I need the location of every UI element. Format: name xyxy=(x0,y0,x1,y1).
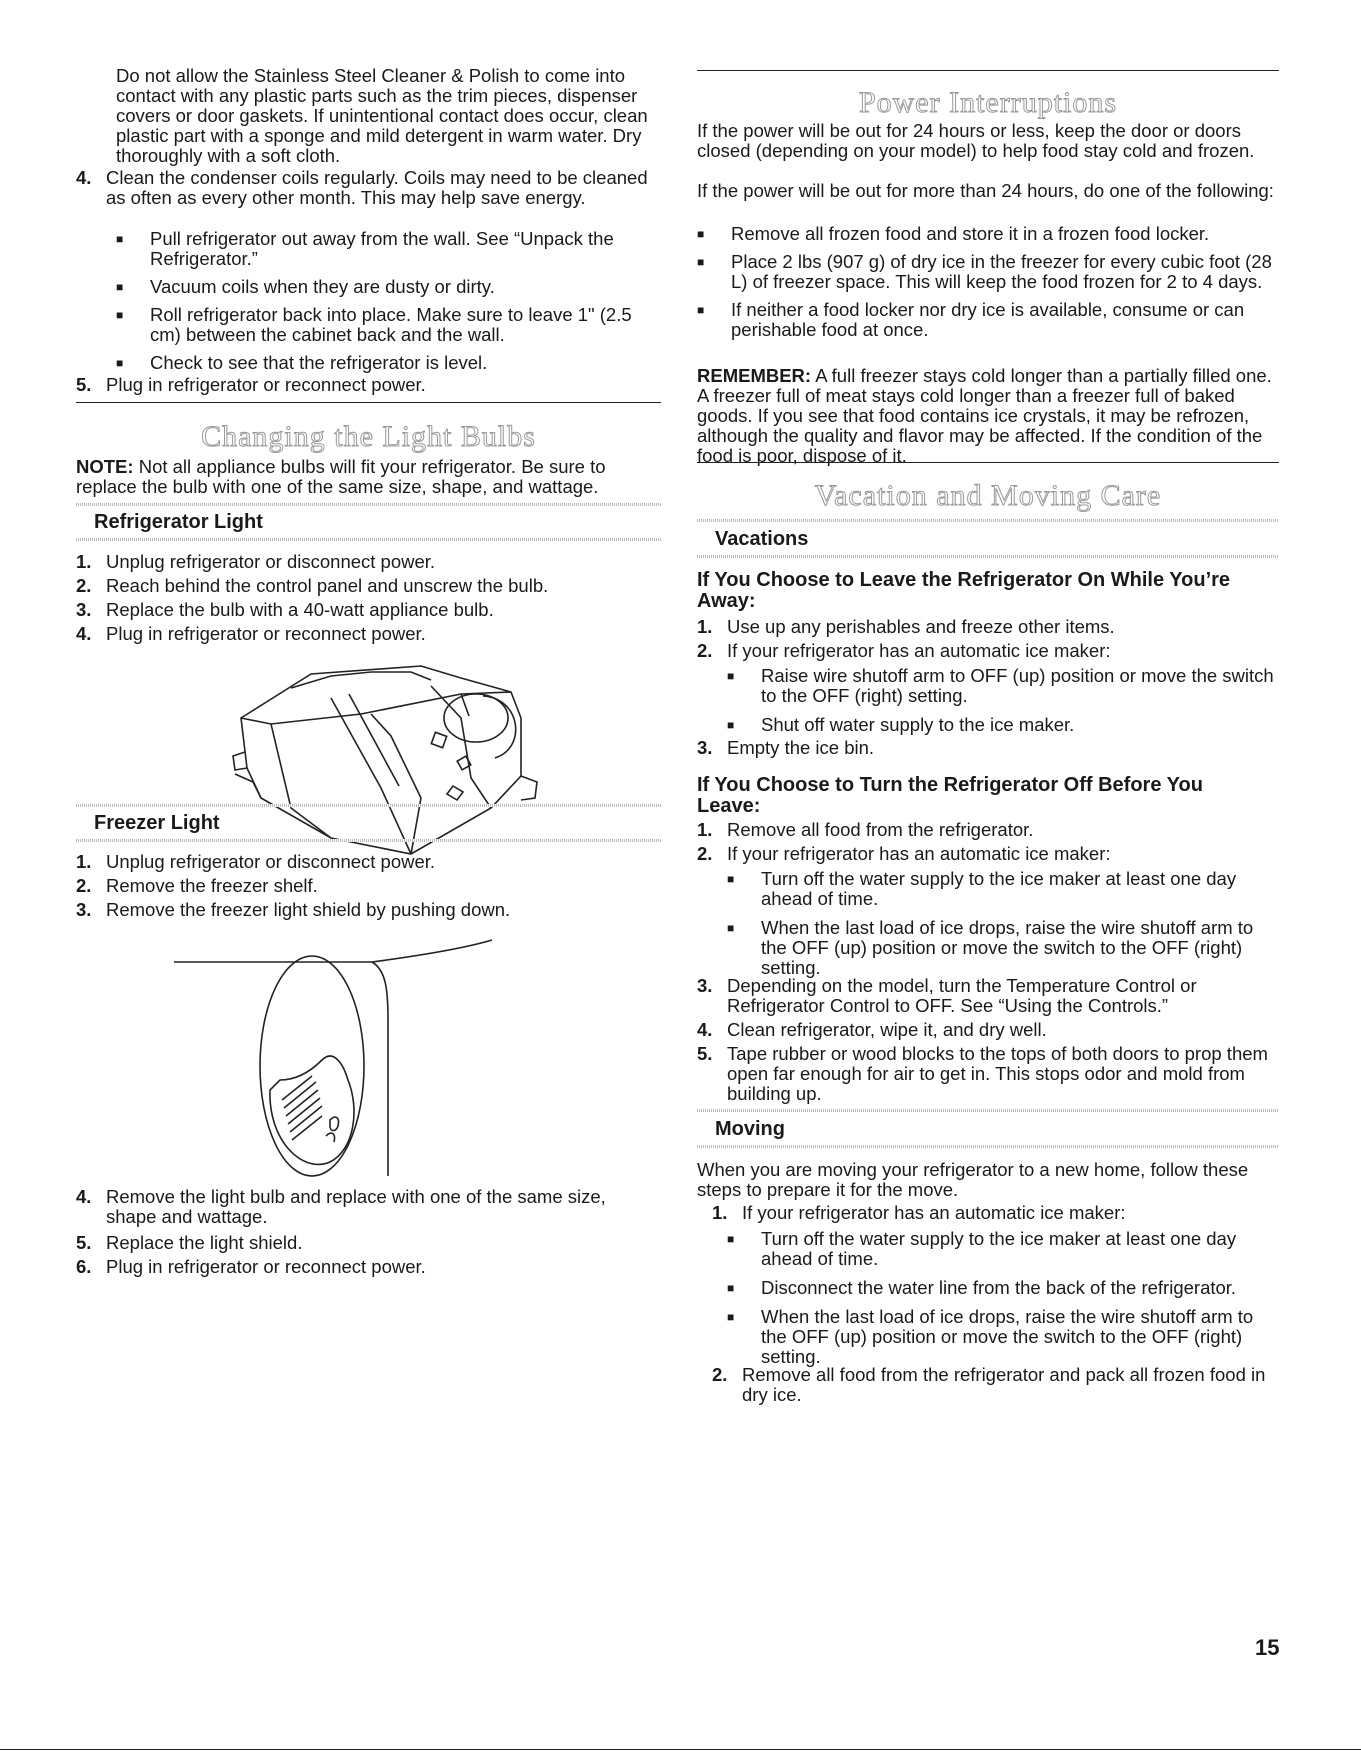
step-5: 5. Plug in refrigerator or reconnect power. xyxy=(76,374,426,395)
page-number: 15 xyxy=(1255,1635,1280,1660)
dotted-rule xyxy=(76,503,661,506)
list-item: ■ If neither a food locker nor dry ice is available, consume or can perishable food at once. xyxy=(697,299,1245,340)
list-item: ■ Vacuum coils when they are dusty or dirty. xyxy=(116,276,495,297)
moving-bullets xyxy=(727,1229,1279,1367)
list-item: 4. Plug in refrigerator or reconnect power. xyxy=(76,623,426,644)
section-title-power-interruptions: Power Interruptions xyxy=(858,86,1118,119)
list-item: 5. Replace the light shield. xyxy=(76,1232,303,1253)
list-item: 1. Unplug refrigerator or disconnect power. xyxy=(76,551,436,572)
list-item: ■ Pull refrigerator out away from the wall. See “Unpack the Refrigerator.” xyxy=(116,228,614,269)
list-item: 6. Plug in refrigerator or reconnect power. xyxy=(76,1256,426,1277)
heading-leave-on: If You Choose to Leave the Refrigerator On While You’re Away: xyxy=(697,569,1231,612)
dotted-rule xyxy=(76,804,661,807)
power-paragraph-2: If the power will be out for more than 24 hours, do one of the following: xyxy=(697,180,1274,201)
power-paragraph-1: If the power will be out for 24 hours or less, keep the door or doors closed (depending on your model) to help food stay cold and frozen. xyxy=(697,120,1255,161)
freezer-light-steps-a xyxy=(76,852,661,920)
turn-off-steps-rest xyxy=(697,976,1279,1104)
dotted-rule xyxy=(697,1109,1279,1112)
list-item: ■ Shut off water supply to the ice maker. xyxy=(727,714,1075,735)
dotted-rule xyxy=(76,538,661,541)
list-item: 4. Clean refrigerator, wipe it, and dry well. xyxy=(697,1019,1047,1040)
list-item: ■ Check to see that the refrigerator is level. xyxy=(116,352,488,373)
list-item: ■ Raise wire shutoff arm to OFF (up) position or move the switch to the OFF (right) setting. xyxy=(727,665,1274,706)
power-bullets xyxy=(697,224,1279,340)
moving-step-2: 2. Remove all food from the refrigerator and pack all frozen food in dry ice. xyxy=(712,1364,1266,1405)
leave-on-step-2: 2. If your refrigerator has an automatic ice maker: xyxy=(697,640,1111,661)
remember-paragraph: REMEMBER: A full freezer stays cold longer than a partially filled one. A freezer full of meat stays cold longer than a freezer full of baked goods. If you see that food contains ice crystals, it may be refrozen, although the quality and flavor may be affected. If the condition of the food is poor, dispose of it. xyxy=(697,365,1272,466)
refrigerator-light-steps xyxy=(76,552,661,644)
list-item: ■ Disconnect the water line from the back of the refrigerator. xyxy=(727,1277,1237,1298)
turn-off-step-1: 1. Remove all food from the refrigerator. xyxy=(697,819,1034,840)
leave-on-bullets xyxy=(727,666,1279,735)
dotted-rule xyxy=(697,1145,1279,1148)
section-title-vacation-moving: Vacation and Moving Care xyxy=(814,479,1162,512)
note-paragraph: NOTE: Not all appliance bulbs will fit your refrigerator. Be sure to replace the bulb with one of the same size, shape, and wattage. xyxy=(76,456,606,497)
list-item: ■ Turn off the water supply to the ice maker at least one day ahead of time. xyxy=(727,1228,1237,1269)
step4-bullets xyxy=(116,229,661,373)
subheading-moving: Moving xyxy=(715,1118,785,1140)
heading-turn-off: If You Choose to Turn the Refrigerator Off Before You Leave: xyxy=(697,774,1203,817)
list-item: 4. Remove the light bulb and replace with one of the same size, shape and wattage. xyxy=(76,1186,606,1227)
moving-intro: When you are moving your refrigerator to a new home, follow these steps to prepare it for the move. xyxy=(697,1159,1249,1200)
freezer-light-steps-b xyxy=(76,1187,661,1277)
list-item: ■ Remove all frozen food and store it in a frozen food locker. xyxy=(697,223,1210,244)
list-item: 3. Remove the freezer light shield by pushing down. xyxy=(76,899,511,920)
list-item: 1. Unplug refrigerator or disconnect power. xyxy=(76,851,436,872)
dotted-rule xyxy=(76,839,661,842)
subheading-refrigerator-light: Refrigerator Light xyxy=(94,511,263,533)
leave-on-step-3: 3. Empty the ice bin. xyxy=(697,737,875,758)
list-item: 3. Depending on the model, turn the Temperature Control or Refrigerator Control to OFF. See “Using the Controls.” xyxy=(697,975,1197,1016)
list-item: ■ Roll refrigerator back into place. Make sure to leave 1" (2.5 cm) between the cabinet back and the wall. xyxy=(116,304,632,345)
step-4: 4. Clean the condenser coils regularly. Coils may need to be cleaned as often as every other month. This may help save energy. xyxy=(76,167,648,208)
turn-off-bullets xyxy=(727,869,1279,978)
list-item: ■ Turn off the water supply to the ice maker at least one day ahead of time. xyxy=(727,868,1237,909)
dotted-rule xyxy=(697,519,1279,522)
list-item: 2. Reach behind the control panel and unscrew the bulb. xyxy=(76,575,549,596)
divider xyxy=(76,402,661,403)
page-bottom-rule xyxy=(0,1749,1361,1750)
divider xyxy=(697,462,1279,463)
leave-on-step-1: 1. Use up any perishables and freeze other items. xyxy=(697,616,1115,637)
moving-step-1: 1. If your refrigerator has an automatic ice maker: xyxy=(712,1202,1126,1223)
list-item: 3. Replace the bulb with a 40-watt appliance bulb. xyxy=(76,599,494,620)
list-item: ■ Place 2 lbs (907 g) of dry ice in the freezer for every cubic foot (28 L) of freezer space. This will keep the food frozen for 2 to 4 days. xyxy=(697,251,1272,292)
intro-paragraph: Do not allow the Stainless Steel Cleaner & Polish to come into contact with any plastic parts such as the trim pieces, dispenser covers or door gaskets. If unintentional contact does occur, clean plastic part with a sponge and mild detergent in warm water. Dry thoroughly with a soft cloth. xyxy=(116,65,648,166)
freezer-light-shield-illustration xyxy=(172,930,532,1180)
list-item: 5. Tape rubber or wood blocks to the tops of both doors to prop them open far enough for air to get in. This stops odor and mold from building up. xyxy=(697,1043,1268,1104)
divider xyxy=(697,70,1279,71)
subheading-freezer-light: Freezer Light xyxy=(94,812,220,834)
section-title-light-bulbs: Changing the Light Bulbs xyxy=(201,420,536,453)
list-item: 2. Remove the freezer shelf. xyxy=(76,875,318,896)
subheading-vacations: Vacations xyxy=(715,528,809,550)
dotted-rule xyxy=(697,555,1279,558)
list-item: ■ When the last load of ice drops, raise the wire shutoff arm to the OFF (up) position or move the switch to the OFF (right) setting. xyxy=(727,917,1254,978)
turn-off-step-2: 2. If your refrigerator has an automatic ice maker: xyxy=(697,843,1111,864)
list-item: ■ When the last load of ice drops, raise the wire shutoff arm to the OFF (up) position or move the switch to the OFF (right) setting. xyxy=(727,1306,1254,1367)
